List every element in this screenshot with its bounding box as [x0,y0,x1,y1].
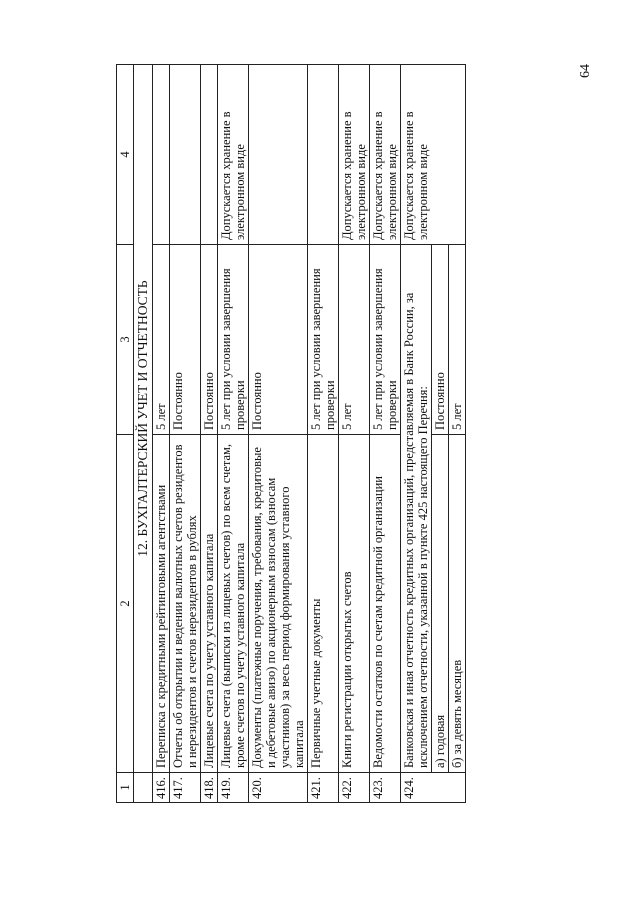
row-retention-period: Постоянно [201,245,218,435]
row-description: Отчеты об открытии и ведении валютных счетов резидентов и нерезидентов и счетов нерезидентов в рублях [170,435,201,773]
row-description: Переписка с кредитными рейтинговыми агентствами [153,435,170,773]
row-retention-period: 5 лет при условии завершения проверки [308,245,339,435]
row-retention-period: Постоянно [170,245,201,435]
row-retention-period: 5 лет при условии завершения проверки [218,245,249,435]
table-row [170,65,201,803]
rotated-page-content [116,65,574,803]
row-retention-period: Постоянно [249,245,308,435]
row-note [201,65,218,245]
row-number: 424. [401,773,466,803]
sub-row-label: б) за девять месяцев [449,435,466,773]
row-number: 423. [370,773,401,803]
row-number: 422. [339,773,370,803]
table-row [401,65,432,803]
row-note: Допускается хранение в электронном виде [370,65,401,245]
row-note [170,65,201,245]
row-description: Лицевые счета по учету уставного капитала [201,435,218,773]
table-row [308,65,339,803]
header-row [117,65,134,803]
row-number: 420. [249,773,308,803]
table-row [339,65,370,803]
table-row [218,65,249,803]
column-header-4: 4 [117,65,134,245]
row-note [153,65,170,245]
row-description: Книги регистрации открытых счетов [339,435,370,773]
sub-row-label: а) годовая [432,435,449,773]
row-note [249,65,308,245]
row-note [308,65,339,245]
table-row [153,65,170,803]
row-description: Лицевые счета (выписки из лицевых счетов) по всем счетам, кроме счетов по учету уставного капитала [218,435,249,773]
row-description: Банковская и иная отчетность кредитных организаций, представляемая в Банк России, за исключением отчетности, указанной в пункте 425 настоящего Перечня: [401,245,432,773]
sub-row-retention-period: Постоянно [432,245,449,435]
row-number: 421. [308,773,339,803]
row-note: Допускается хранение в электронном виде [401,65,466,245]
records-table [116,64,466,803]
table-row [249,65,308,803]
table-row [370,65,401,803]
row-description: Ведомости остатков по счетам кредитной организации [370,435,401,773]
column-header-1: 1 [117,773,134,803]
section-row [134,65,153,803]
section-title: 12. БУХГАЛТЕРСКИЙ УЧЕТ И ОТЧЕТНОСТЬ [134,65,153,773]
table-row [201,65,218,803]
sub-row-retention-period: 5 лет [449,245,466,435]
row-description: Документы (платежные поручения, требования, кредитовые и дебетовые авизо) по акционерным взносам (взносам участников) за весь период формирования уставного капитала [249,435,308,773]
row-number: 417. [170,773,201,803]
column-header-3: 3 [117,245,134,435]
row-retention-period: 5 лет [153,245,170,435]
row-number: 416. [153,773,170,803]
row-retention-period: 5 лет при условии завершения проверки [370,245,401,435]
row-note: Допускается хранение в электронном виде [218,65,249,245]
row-retention-period: 5 лет [339,245,370,435]
row-description: Первичные учетные документы [308,435,339,773]
row-number: 418. [201,773,218,803]
page-number: 64 [578,64,593,78]
row-note: Допускается хранение в электронном виде [339,65,370,245]
column-header-2: 2 [117,435,134,773]
row-number: 419. [218,773,249,803]
